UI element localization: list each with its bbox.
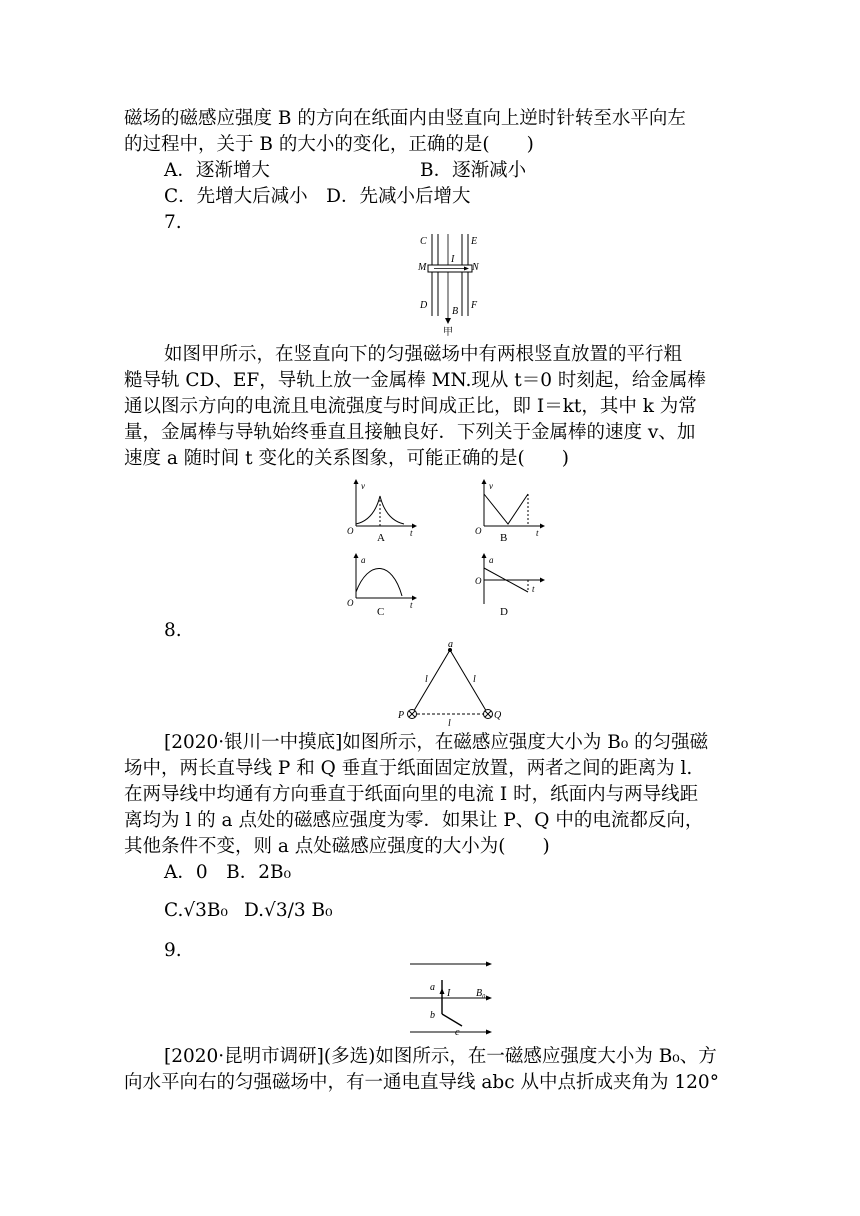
q7-text-line-4: 量，金属棒与导轨始终垂直且接触良好．下列关于金属棒的速度 v、加 bbox=[124, 422, 696, 443]
x-label: t bbox=[536, 528, 539, 538]
q7-graph-a bbox=[340, 478, 420, 544]
q9-number: 9. bbox=[164, 940, 182, 961]
point-a-label: a bbox=[430, 982, 435, 993]
q6-option-cd: C．先增大后减小 D．先减小后增大 bbox=[164, 186, 471, 207]
point-b-label: b bbox=[430, 1010, 435, 1021]
q8-text-line-4: 离均为 l 的 a 点处的磁感应强度为零．如果让 P、Q 中的电流都反向， bbox=[124, 810, 704, 831]
q8-text-line-5: 其他条件不变，则 a 点处磁感应强度的大小为( ) bbox=[124, 836, 550, 857]
q7-text-line-2: 糙导轨 CD、EF，导轨上放一金属棒 MN.现从 t＝0 时刻起，给金属棒 bbox=[124, 370, 706, 391]
y-label: v bbox=[361, 481, 365, 491]
q9-text-line-2: 向水平向右的匀强磁场中，有一通电直导线 abc 从中点折成夹角为 120° bbox=[124, 1072, 719, 1093]
x-label: t bbox=[532, 584, 535, 594]
q8-figure-triangle bbox=[392, 640, 508, 728]
label-f: F bbox=[471, 300, 478, 311]
y-label: a bbox=[489, 555, 494, 565]
q7-text-line-1: 如图甲所示，在竖直向下的匀强磁场中有两根竖直放置的平行粗 bbox=[164, 344, 683, 365]
q7-text-line-5: 速度 a 随时间 t 变化的关系图象，可能正确的是( ) bbox=[124, 448, 569, 469]
q9-text-line-1: [2020·昆明市调研](多选)如图所示，在一磁感应强度大小为 B₀、方 bbox=[164, 1046, 717, 1067]
origin-label: O bbox=[347, 598, 354, 608]
wire-p-label: P bbox=[398, 710, 405, 721]
q7-number: 7. bbox=[164, 212, 182, 233]
x-label: t bbox=[410, 600, 413, 610]
label-c: C bbox=[420, 236, 427, 247]
current-i-label: I bbox=[447, 988, 451, 999]
point-a-label: a bbox=[448, 640, 453, 650]
q6-line-1: 磁场的磁感应强度 B 的方向在纸面内由竖直向上逆时针转至水平向左 bbox=[124, 108, 686, 129]
q8-number: 8. bbox=[164, 620, 182, 641]
q6-option-b: B．逐渐减小 bbox=[420, 160, 527, 181]
label-n: N bbox=[472, 262, 479, 273]
point-c-label: c bbox=[455, 1027, 460, 1038]
graph-caption: D bbox=[500, 606, 508, 618]
b0-label: B₀ bbox=[476, 988, 486, 999]
graph-caption: A bbox=[377, 532, 385, 544]
q7-graph-d bbox=[468, 552, 548, 618]
q7-graph-c bbox=[340, 552, 420, 618]
graph-caption: B bbox=[500, 532, 508, 544]
q7-graph-b bbox=[468, 478, 548, 544]
origin-label: O bbox=[475, 526, 482, 536]
x-label: t bbox=[410, 528, 413, 538]
q8-option-c: C.√3B₀ bbox=[164, 900, 228, 921]
wire-q-label: Q bbox=[494, 710, 502, 721]
side-l-left: l bbox=[425, 674, 428, 685]
figure-caption: 甲 bbox=[443, 327, 453, 338]
q8-option-d: D.√3/3 B₀ bbox=[244, 900, 333, 921]
label-b: B bbox=[452, 306, 459, 317]
q8-option-ab: A．0 B．2B₀ bbox=[164, 862, 292, 883]
q6-option-a: A．逐渐增大 bbox=[164, 160, 270, 181]
label-e: E bbox=[471, 236, 478, 247]
origin-label: O bbox=[475, 576, 482, 586]
q7-text-line-3: 通以图示方向的电流且电流强度与时间成正比，即 I＝kt，其中 k 为常 bbox=[124, 396, 697, 417]
side-l-right: l bbox=[473, 674, 476, 685]
side-l-bottom: l bbox=[448, 718, 451, 728]
q8-text-line-1: [2020·银川一中摸底]如图所示，在磁感应强度大小为 B₀ 的匀强磁 bbox=[164, 732, 709, 753]
label-m: M bbox=[418, 262, 427, 273]
q7-figure-rails bbox=[408, 232, 508, 338]
graph-caption: C bbox=[377, 606, 385, 618]
q8-text-line-3: 在两导线中均通有方向垂直于纸面向里的电流 I 时，纸面内与两导线距 bbox=[124, 784, 699, 805]
q8-text-line-2: 场中，两长直导线 P 和 Q 垂直于纸面固定放置，两者之间的距离为 l. bbox=[124, 758, 693, 779]
label-d: D bbox=[420, 300, 428, 311]
origin-label: O bbox=[347, 526, 354, 536]
q6-line-2: 的过程中，关于 B 的大小的变化，正确的是( ) bbox=[124, 134, 534, 155]
q9-figure-field bbox=[406, 958, 496, 1040]
y-label: v bbox=[489, 481, 493, 491]
label-i: I bbox=[451, 254, 455, 265]
y-label: a bbox=[361, 555, 366, 565]
